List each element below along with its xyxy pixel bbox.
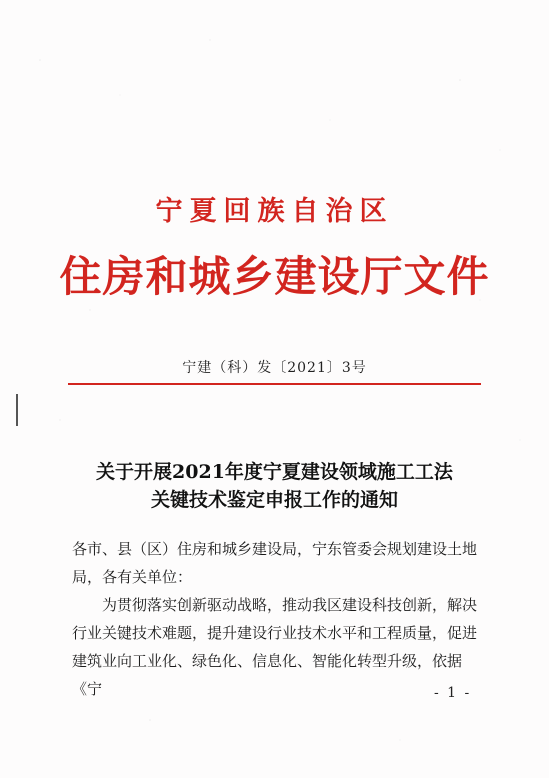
document-number: 宁建（科）发〔2021〕3号 — [182, 360, 367, 376]
page-number: - 1 - — [434, 685, 472, 701]
document-title — [40, 458, 509, 514]
issuer-department: 住房和城乡建设厅文件 — [59, 252, 490, 301]
binding-margin-mark — [16, 394, 18, 426]
document-title-line2: 关键技术鉴定申报工作的通知 — [150, 489, 398, 511]
body-paragraph: 为贯彻落实创新驱动战略，推动我区建设科技创新，解决行业关键技术难题，提升建设行业技术水平和工程质量，促进建筑业向工业化、绿色化、信息化、智能化转型升级，依据《宁 — [72, 596, 478, 698]
issuer-region: 宁夏回族自治区 — [155, 196, 394, 227]
addressee: 各市、县（区）住房和城乡建设局，宁东管委会规划建设土地局，各有关单位： — [72, 540, 478, 586]
document-title-line1: 关于开展2021年度宁夏建设领域施工工法 — [96, 461, 453, 483]
header-red-rule — [68, 383, 481, 385]
